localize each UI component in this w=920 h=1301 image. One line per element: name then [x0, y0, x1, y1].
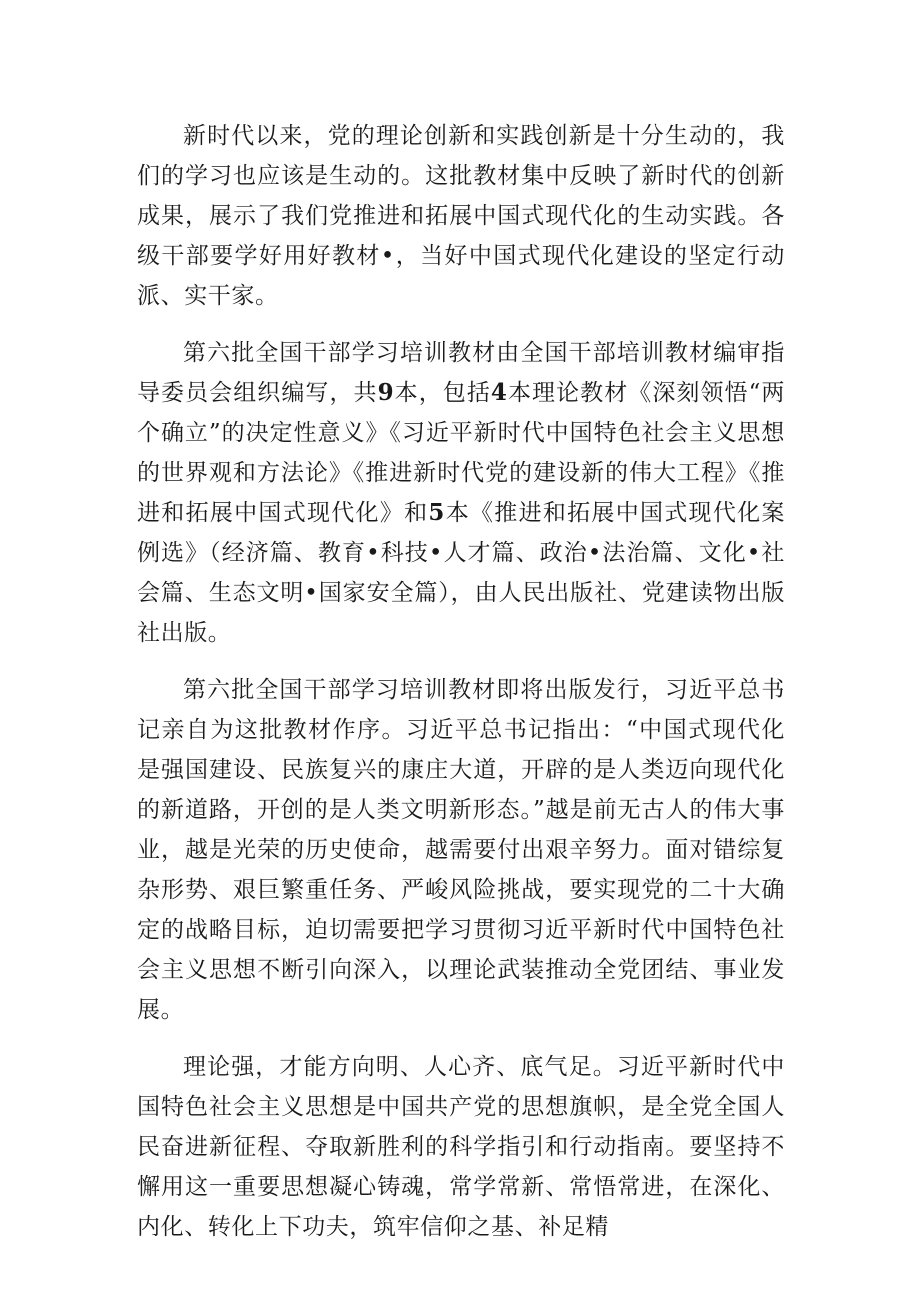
paragraph-4 — [137, 1047, 785, 1247]
paragraph-4-text: 理论强，才能方向明、人心齐、底气足。习近平新时代中国特色社会主义思想是中国共产党的思想旗帜，是全党全国人民奋进新征程、夺取新胜利的科学指引和行动指南。要坚持不懈用这一重要思想凝心铸魂，常学常新、常悟常进，在深化、内化、转化上下功夫，筑牢信仰之基、补足精 — [137, 1054, 785, 1240]
paragraph-3 — [137, 670, 785, 1030]
paragraph-2 — [137, 333, 785, 653]
paragraph-2-part4: 本《推进和拓展中国式现代化案例选》（经济篇、教育•科技•人才篇、政治•法治篇、文化•社会篇、生态文明•国家安全篇），由人民出版社、党建读物出版社出版。 — [137, 500, 786, 646]
theory-textbook-count: 4 — [490, 379, 508, 406]
paragraph-2-part2: 本，包括 — [394, 380, 491, 406]
paragraph-1-text: 新时代以来，党的理论创新和实践创新是十分生动的，我们的学习也应该是生动的。这批教材集中反映了新时代的创新成果，展示了我们党推进和拓展中国式现代化的生动实践。各级干部要学好用好教材•，当好中国式现代化建设的坚定行动派、实干家。 — [137, 123, 785, 309]
paragraph-2-part1: 第六批全国干部学习培训教材由全国干部培训教材编审指导委员会组织编写，共 — [137, 340, 785, 406]
textbook-total-count: 9 — [377, 379, 395, 406]
paragraph-2-part3: 本理论教材《深刻领悟“两个确立”的决定性意义》《习近平新时代中国特色社会主义思想的世界观和方法论》《推进新时代党的建设新的伟大工程》《推进和拓展中国式现代化》和 — [137, 380, 786, 526]
case-textbook-count: 5 — [428, 499, 446, 526]
paragraph-1 — [137, 116, 785, 316]
paragraph-3-text: 第六批全国干部学习培训教材即将出版发行，习近平总书记亲自为这批教材作序。习近平总书记指出：“中国式现代化是强国建设、民族复兴的康庄大道，开辟的是人类迈向现代化的新道路，开创的是人类文明新形态。”越是前无古人的伟大事业，越是光荣的历史使命，越需要付出艰辛努力。面对错综复杂形势、艰巨繁重任务、严峻风险挑战，要实现党的二十大确定的战略目标，迫切需要把学习贯彻习近平新时代中国特色社会主义思想不断引向深入，以理论武装推动全党团结、事业发展。 — [137, 677, 785, 1023]
article-body — [137, 116, 785, 1264]
